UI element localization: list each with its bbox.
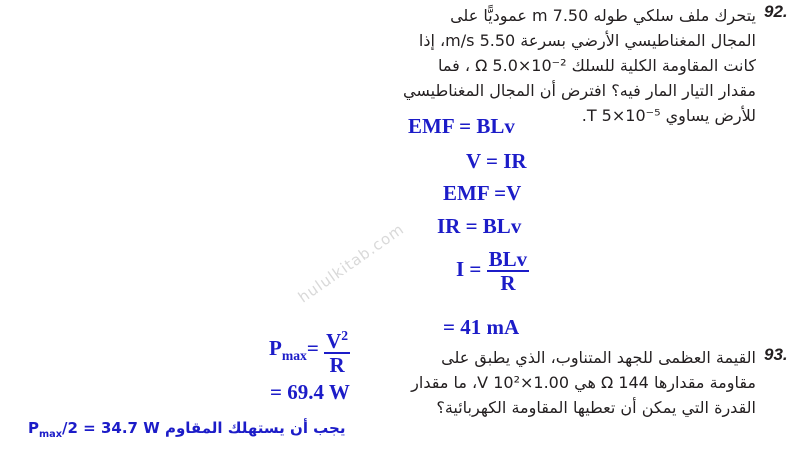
problem-92-number: 92. — [764, 2, 788, 21]
problem-93-number: 93. — [764, 345, 788, 364]
problem-92-line-3: كانت المقاومة الكلية للسلك Ω 5.0×10⁻² ، فما — [438, 56, 756, 75]
problem-92-line-5: للأرض يساوي T 5×10⁻⁵. — [581, 106, 756, 125]
problem-93-line-2: مقاومة مقدارها 144 Ω هي 1.00×10² V، ما مقدار — [411, 373, 756, 392]
fraction-blv-over-r — [487, 248, 530, 294]
problem-92-line-1: يتحرك ملف سلكي طوله 7.50 m عموديًّا على — [450, 6, 756, 25]
fraction-numerator: BLv — [488, 247, 528, 271]
equation-v-ir: V = IR — [466, 149, 527, 173]
fraction-denominator-r: R — [329, 353, 345, 377]
problem-92-line-2: المجال المغناطيسي الأرضي بسرعة 5.50 m/s، إذا — [418, 31, 756, 50]
equation-ir-blv: IR = BLv — [437, 214, 522, 238]
pmax-label: $P_{max}=$ — [269, 336, 319, 364]
watermark: hululkitab.com — [294, 219, 408, 307]
fraction-v2-over-r — [324, 325, 350, 376]
note-arabic-text: يجب أن يستهلك المقاوم — [164, 419, 346, 437]
problem-93-line-3: القدرة التي يمكن أن تعطيها المقاومة الكهربائية؟ — [436, 398, 756, 417]
equation-emf-v: EMF =V — [443, 181, 522, 205]
problem-93-text — [356, 345, 756, 420]
equation-current-lhs: I = — [456, 256, 482, 281]
note-equation: $P_{max}/2 = 34.7$ W — [28, 419, 160, 440]
problem-92-text — [336, 3, 756, 128]
result-current: = 41 mA — [443, 315, 520, 339]
equation-current-fraction — [456, 248, 529, 294]
result-power: = 69.4 W — [270, 380, 350, 404]
problem-93-line-1: القيمة العظمى للجهد المتناوب، الذي يطبق على — [441, 348, 756, 367]
problem-92-line-4: مقدار التيار المار فيه؟ افترض أن المجال المغناطيسي — [403, 81, 756, 100]
note-half-power — [28, 419, 346, 440]
fraction-denominator: R — [500, 271, 516, 295]
equation-pmax — [269, 325, 350, 376]
fraction-numerator-v2: $V^2$ — [324, 325, 350, 354]
equation-emf-blv: EMF = BLv — [408, 114, 515, 138]
